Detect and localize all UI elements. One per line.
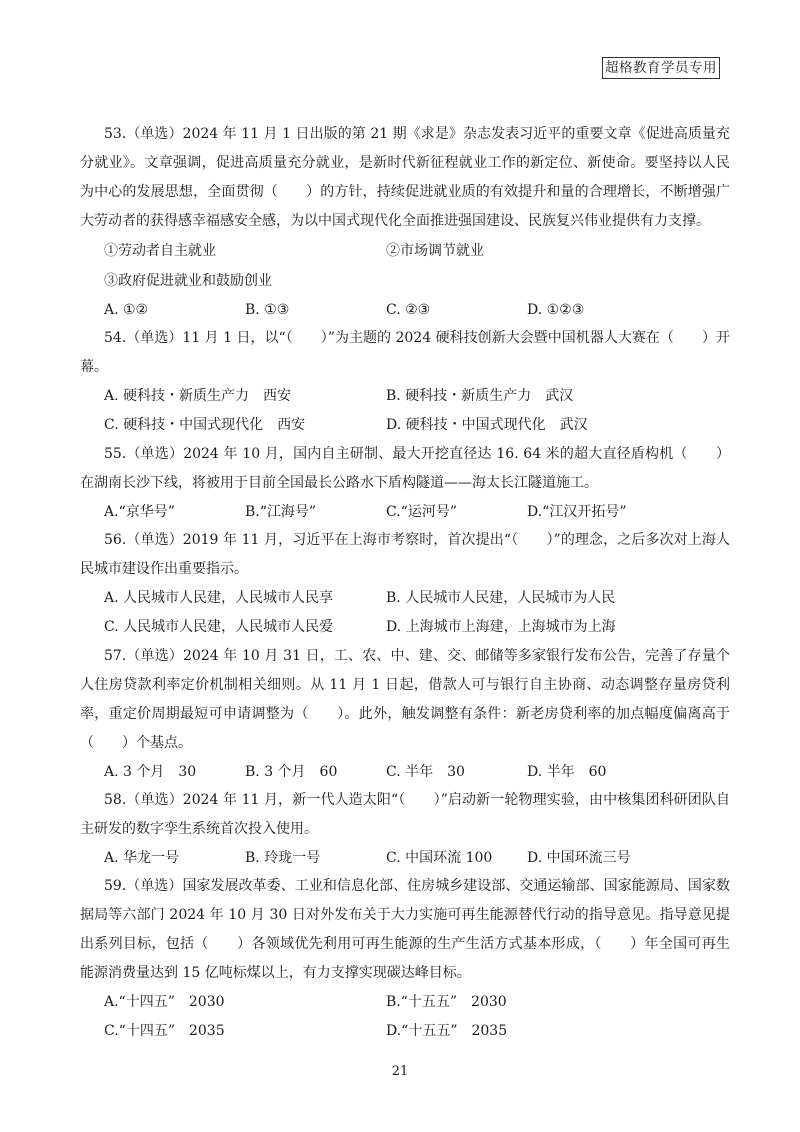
option-a: A. 人民城市人民建，人民城市人民享 <box>104 590 334 606</box>
question-54 <box>80 324 730 440</box>
options-row <box>80 296 730 324</box>
options-row <box>80 988 730 1017</box>
question-stem: 55.（单选）2024 年 10 月，国内自主研制、最大开挖直径达 16. 64 米的超大直径盾构机（ ）在湖南长沙下线，将被用于目前全国最长公路水下盾构隧道——海太长江隧道施工。 <box>80 446 730 491</box>
option-d: D.“十五五” 2035 <box>386 1023 508 1039</box>
statement-2: ②市场调节就业 <box>386 243 484 259</box>
question-stem: 59.（单选）国家发展改革委、工业和信息化部、住房城乡建设部、交通运输部、国家能源局、国家数据局等六部门 2024 年 10 月 30 日对外发布关于大力实施可再生能源替代行动的指导意见。指导意见提出系列目标，包括（ ）各领域优先利用可再生能源的生产生活方式基本形成，（ ）年全国可再生能源消费量达到 15 亿吨标煤以上，有力支撑实现碳达峰目标。 <box>80 878 730 981</box>
question-57 <box>80 642 730 786</box>
option-b: B.“十五五” 2030 <box>386 994 507 1010</box>
question-stem: 54.（单选）11 月 1 日，以“（ ）”为主题的 2024 硬科技创新大会暨中国机器人大赛在（ ）开幕。 <box>80 330 730 375</box>
option-a: A. 硬科技・新质生产力 西安 <box>104 388 292 404</box>
options-row <box>80 758 730 786</box>
question-53 <box>80 120 730 324</box>
option-c: C.“运河号” <box>386 504 457 520</box>
statement-3: ③政府促进就业和鼓励创业 <box>104 273 272 289</box>
option-b: B. 3 个月 60 <box>245 764 338 780</box>
question-56 <box>80 526 730 642</box>
options-row <box>80 844 730 872</box>
option-c: C. ②③ <box>386 302 431 318</box>
option-a: A.“京华号” <box>104 504 175 520</box>
option-d: D.“江汉开拓号” <box>527 504 627 520</box>
option-c: C.“十四五” 2035 <box>104 1023 225 1039</box>
option-c: C. 人民城市人民建，人民城市人民爱 <box>104 619 334 635</box>
statement-1: ①劳动者自主就业 <box>104 243 216 259</box>
option-d: D. ①②③ <box>527 302 585 318</box>
question-stem: 57.（单选）2024 年 10 月 31 日，工、农、中、建、交、邮储等多家银行发布公告，完善了存量个人住房贷款利率定价机制相关细则。从 11 月 1 日起，借款人可与银行自主协商、动态调整存量房贷利率，重定价周期最短可申请调整为（ ）。此外，触发调整有条件：新老房贷利率的加点幅度偏离高于（ ）个基点。 <box>80 648 730 751</box>
options-row <box>80 584 730 613</box>
option-b: B. 人民城市人民建，人民城市为人民 <box>386 590 616 606</box>
option-d: D. 上海城市上海建，上海城市为上海 <box>386 619 616 635</box>
question-stem: 58.（单选）2024 年 11 月，新一代人造太阳“（ ）”启动新一轮物理实验，由中核集团科研团队自主研发的数字孪生系统首次投入使用。 <box>80 792 730 837</box>
question-55 <box>80 440 730 526</box>
options-row <box>80 411 730 440</box>
options-row <box>80 1017 730 1046</box>
option-b: B. ①③ <box>245 302 290 318</box>
question-stem: 56.（单选）2019 年 11 月，习近平在上海市考察时，首次提出“（ ）”的理念，之后多次对上海人民城市建设作出重要指示。 <box>80 532 730 577</box>
question-list <box>80 120 730 1046</box>
option-a: A.“十四五” 2030 <box>104 994 225 1010</box>
question-58 <box>80 786 730 872</box>
statement-item <box>80 236 730 266</box>
options-row <box>80 382 730 411</box>
options-row <box>80 613 730 642</box>
option-a: A. 3 个月 30 <box>104 764 197 780</box>
option-c: C. 硬科技・中国式现代化 西安 <box>104 417 306 433</box>
option-d: D. 半年 60 <box>527 764 607 780</box>
option-a: A. ①② <box>104 302 149 318</box>
option-b: B. 硬科技・新质生产力 武汉 <box>386 388 574 404</box>
option-c: C. 中国环流 100 <box>386 850 493 866</box>
option-b: B. 玲珑一号 <box>245 850 321 866</box>
option-d: D. 中国环流三号 <box>527 850 631 866</box>
question-stem: 53.（单选）2024 年 11 月 1 日出版的第 21 期《求是》杂志发表习近平的重要文章《促进高质量充分就业》。文章强调，促进高质量充分就业，是新时代新征程就业工作的新定位、新使命。要坚持以人民为中心的发展思想，全面贯彻（ ）的方针，持续促进就业质的有效提升和量的合理增长，不断增强广大劳动者的获得感幸福感安全感，为以中国式现代化全面推进强国建设、民族复兴伟业提供有力支撑。 <box>80 126 730 229</box>
option-c: C. 半年 30 <box>386 764 465 780</box>
options-row <box>80 498 730 526</box>
option-d: D. 硬科技・中国式现代化 武汉 <box>386 417 588 433</box>
option-b: B.“江海号” <box>245 504 317 520</box>
header-tag: 超格教育学员专用 <box>602 57 720 79</box>
question-59 <box>80 872 730 1046</box>
option-a: A. 华龙一号 <box>104 850 180 866</box>
page-number: 21 <box>391 1064 409 1079</box>
